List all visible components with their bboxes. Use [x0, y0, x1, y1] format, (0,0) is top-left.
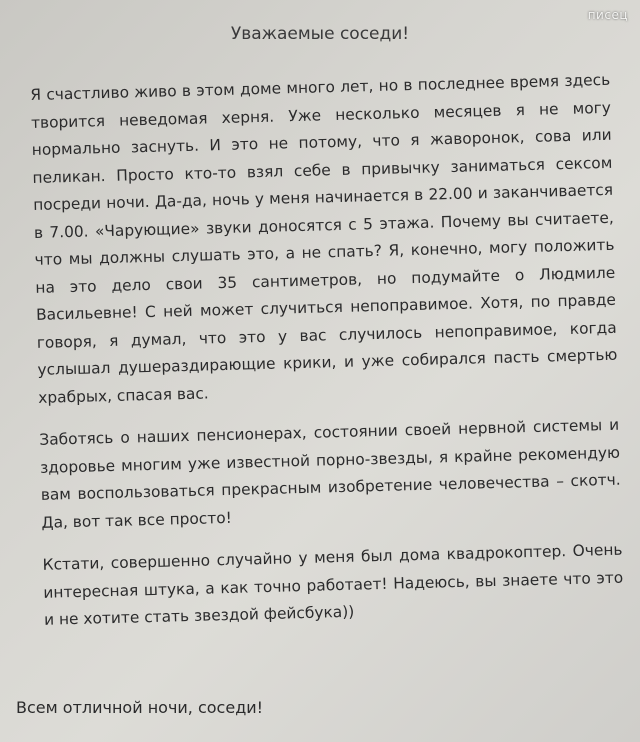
watermark: писец — [587, 8, 628, 22]
paragraph-complaint: Я счастливо живо в этом доме много лет, но в последнее время здесь творится неведомая херня. Уже несколько месяцев я не могу нормально заснуть. И это не потому, что я жаворонок, сова или пеликан. Просто кто-то взял себе в привычку заниматься сексом посреди ночи. Да-да, ночь у меня начинается в 22.00 и заканчивается в 7.00. «Чарующие» звуки доносятся с 5 этажа. Почему вы считаете, что мы должны слушать это, а не спать? Я, конечно, могу положить на это дело свои 35 сантиметров, но подумайте о Людмиле Васильевне! С ней может случиться непоправимое. Хотя, по правде говоря, я думал, что это у вас случилось непоправимое, когда услышал душераздирающие крики, и уже собирался пасть смертью храбрых, спасая вас. — [30, 70, 618, 407]
paragraph-recommendation: Заботясь о наших пенсионерах, состоянии своей нервной системы и здоровье многим уже известной порно-звезды, я крайне рекомендую вам воспользоваться прекрасным изобретение человечества – скотч. Да, вот так все просто! — [39, 415, 621, 532]
letter-heading: Уважаемые соседи! — [230, 24, 410, 44]
paragraph-quadcopter: Кстати, совершенно случайно у меня был дома квадрокоптер. Очень интересная штука, а как точно работает! Надеюсь, вы знаете что это и не хотите стать звездой фейсбука)) — [42, 540, 624, 629]
letter-signoff: Всем отличной ночи, соседи! — [16, 698, 264, 717]
letter-body — [30, 67, 625, 649]
